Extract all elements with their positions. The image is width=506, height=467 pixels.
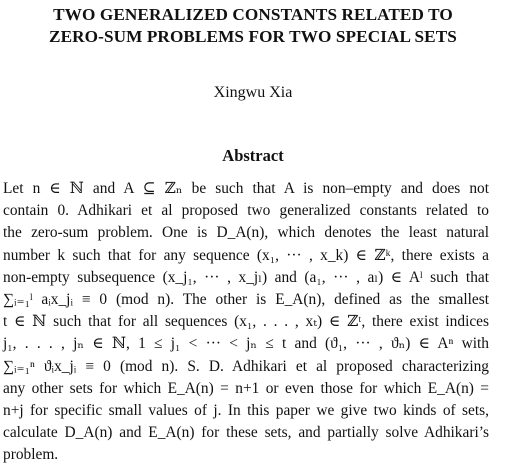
abstract-line: Let n ∈ ℕ and A ⊆ ℤₙ be such that A is non–empty and does not: [3, 180, 489, 197]
abstract-line: ∑ᵢ₌₁ˡ aᵢx_jᵢ ≡ 0 (mod n). The other is E_A(n), defined as the smallest: [3, 291, 489, 309]
abstract-line: problem.: [3, 446, 59, 464]
abstract-line: any other sets for which E_A(n) = n+1 or even those for which E_A(n) =: [3, 379, 489, 397]
abstract-heading: Abstract: [222, 146, 284, 165]
abstract-line: calculate D_A(n) and E_A(n) for these sets, and partially solve Adhikari’s: [3, 424, 489, 442]
abstract-line: contain 0. Adhikari et al proposed two generalized constants related to: [3, 202, 489, 220]
abstract-line: number k such that for any sequence (x₁, ··· , x_k) ∈ ℤᵏ, there exists a: [3, 246, 489, 264]
author-name: Xingwu Xia: [213, 84, 293, 101]
abstract-body: [3, 178, 489, 467]
title-line: ZERO-SUM PROBLEMS FOR TWO SPECIAL SETS: [49, 27, 457, 46]
paper-title: [0, 4, 506, 48]
abstract-line: ∑ᵢ₌₁ⁿ ϑᵢx_jᵢ ≡ 0 (mod n). S. D. Adhikari et al proposed characterizing: [3, 357, 489, 375]
abstract-line: t ∈ ℕ such that for all sequences (x₁, . . . , xₜ) ∈ ℤᵗ, there exist indices: [3, 313, 489, 331]
title-line: TWO GENERALIZED CONSTANTS RELATED TO: [53, 5, 453, 24]
abstract-line: n+j for specific small values of j. In this paper we give two kinds of sets,: [3, 402, 489, 420]
abstract-line: non-empty subsequence (x_j₁, ··· , x_jₗ) and (a₁, ··· , aₗ) ∈ Aˡ such that: [3, 268, 489, 286]
abstract-line: the zero-sum problem. One is D_A(n), which denotes the least natural: [3, 224, 489, 242]
abstract-line: j₁, . . . , jₙ ∈ ℕ, 1 ≤ j₁ < ··· < jₙ ≤ t and (ϑ₁, ··· , ϑₙ) ∈ Aⁿ with: [3, 335, 489, 353]
